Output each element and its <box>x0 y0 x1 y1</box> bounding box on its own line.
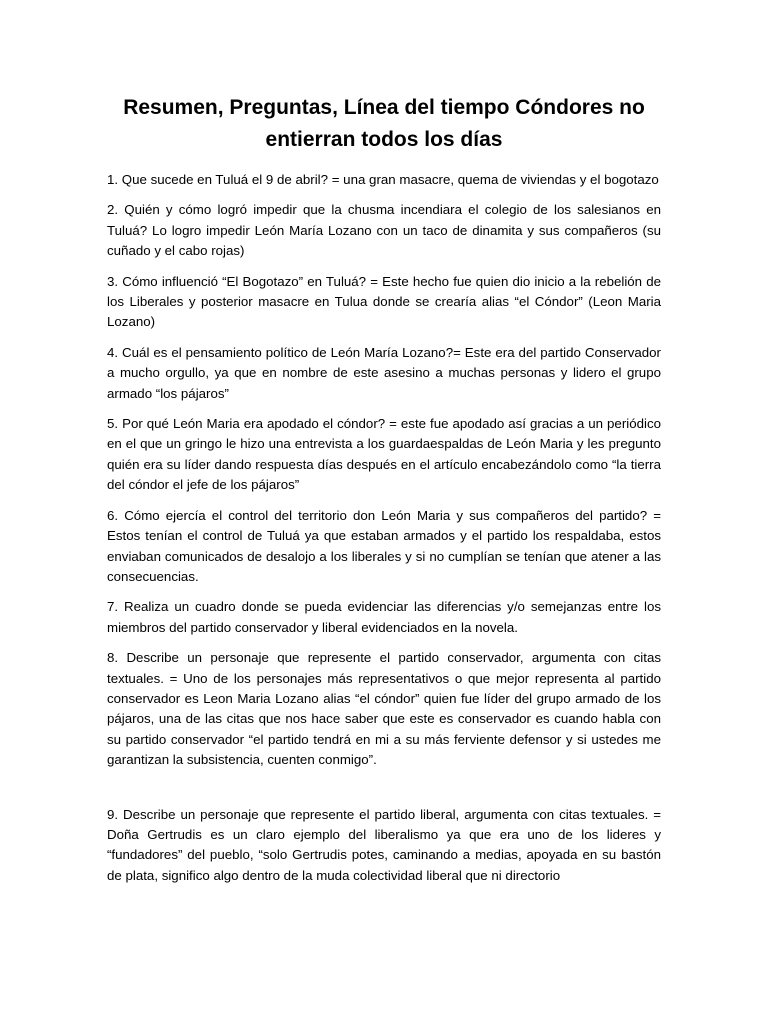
document-title: Resumen, Preguntas, Línea del tiempo Cóndores no entierran todos los días <box>123 96 645 151</box>
question-4: 4. Cuál es el pensamiento político de León María Lozano?= Este era del partido Conservador a mucho orgullo, ya que en nombre de este asesino a muchas personas y lidero el grupo armado “los pájaros” <box>107 344 661 401</box>
question-1: 1. Que sucede en Tuluá el 9 de abril? = una gran masacre, quema de viviendas y el bogotazo <box>107 172 659 187</box>
question-9: 9. Describe un personaje que represente el partido liberal, argumenta con citas textuales. = Doña Gertrudis es un claro ejemplo del liberalismo ya que era uno de los lideres y “fundadores” del pueblo, “solo Gertrudis potes, caminando a medias, apoyada en su bastón de plata, significo algo dentro de la muda colectividad liberal que ni directorio <box>107 806 661 883</box>
question-5: 5. Por qué León Maria era apodado el cóndor? = este fue apodado así gracias a un periódico en el que un gringo le hizo una entrevista a los guardaespaldas de León Maria y les pregunto quién era su líder dando respuesta días después en el artículo encabezándolo como “la tierra del cóndor el jefe de los pájaros” <box>107 416 661 493</box>
question-3: 3. Cómo influenció “El Bogotazo” en Tuluá? = Este hecho fue quien dio inicio a la rebelión de los Liberales y posterior masacre en Tulua donde se crearía alias “el Cóndor” (Leon Maria Lozano) <box>107 273 661 330</box>
question-6: 6. Cómo ejercía el control del territorio don León Maria y sus compañeros del partido? = Estos tenían el control de Tuluá ya que estaban armados y el partido los respaldaba, estos enviaban comunicados de desalojo a los liberales y si no cumplían se tenían que atener a las consecuencias. <box>107 507 661 584</box>
question-2: 2. Quién y cómo logró impedir que la chusma incendiara el colegio de los salesianos en Tuluá? Lo logro impedir León María Lozano con un taco de dinamita y sus compañeros (su cuñado y el cabo rojas) <box>107 202 661 259</box>
question-7: 7. Realiza un cuadro donde se pueda evidenciar las diferencias y/o semejanzas entre los miembros del partido conservador y liberal evidenciados en la novela. <box>107 599 661 635</box>
question-8: 8. Describe un personaje que represente el partido conservador, argumenta con citas textuales. = Uno de los personajes más representativos o que mejor representa al partido conservador es Leon Maria Lozano alias “el cóndor” quien fue líder del grupo armado de los pájaros, una de las citas que nos hace saber que este es conservador es cuando habla con su partido conservador “el partido tendrá en mi a su más ferviente defensor y si ustedes me garantizan la subsistencia, cuenten conmigo”. <box>107 650 661 768</box>
